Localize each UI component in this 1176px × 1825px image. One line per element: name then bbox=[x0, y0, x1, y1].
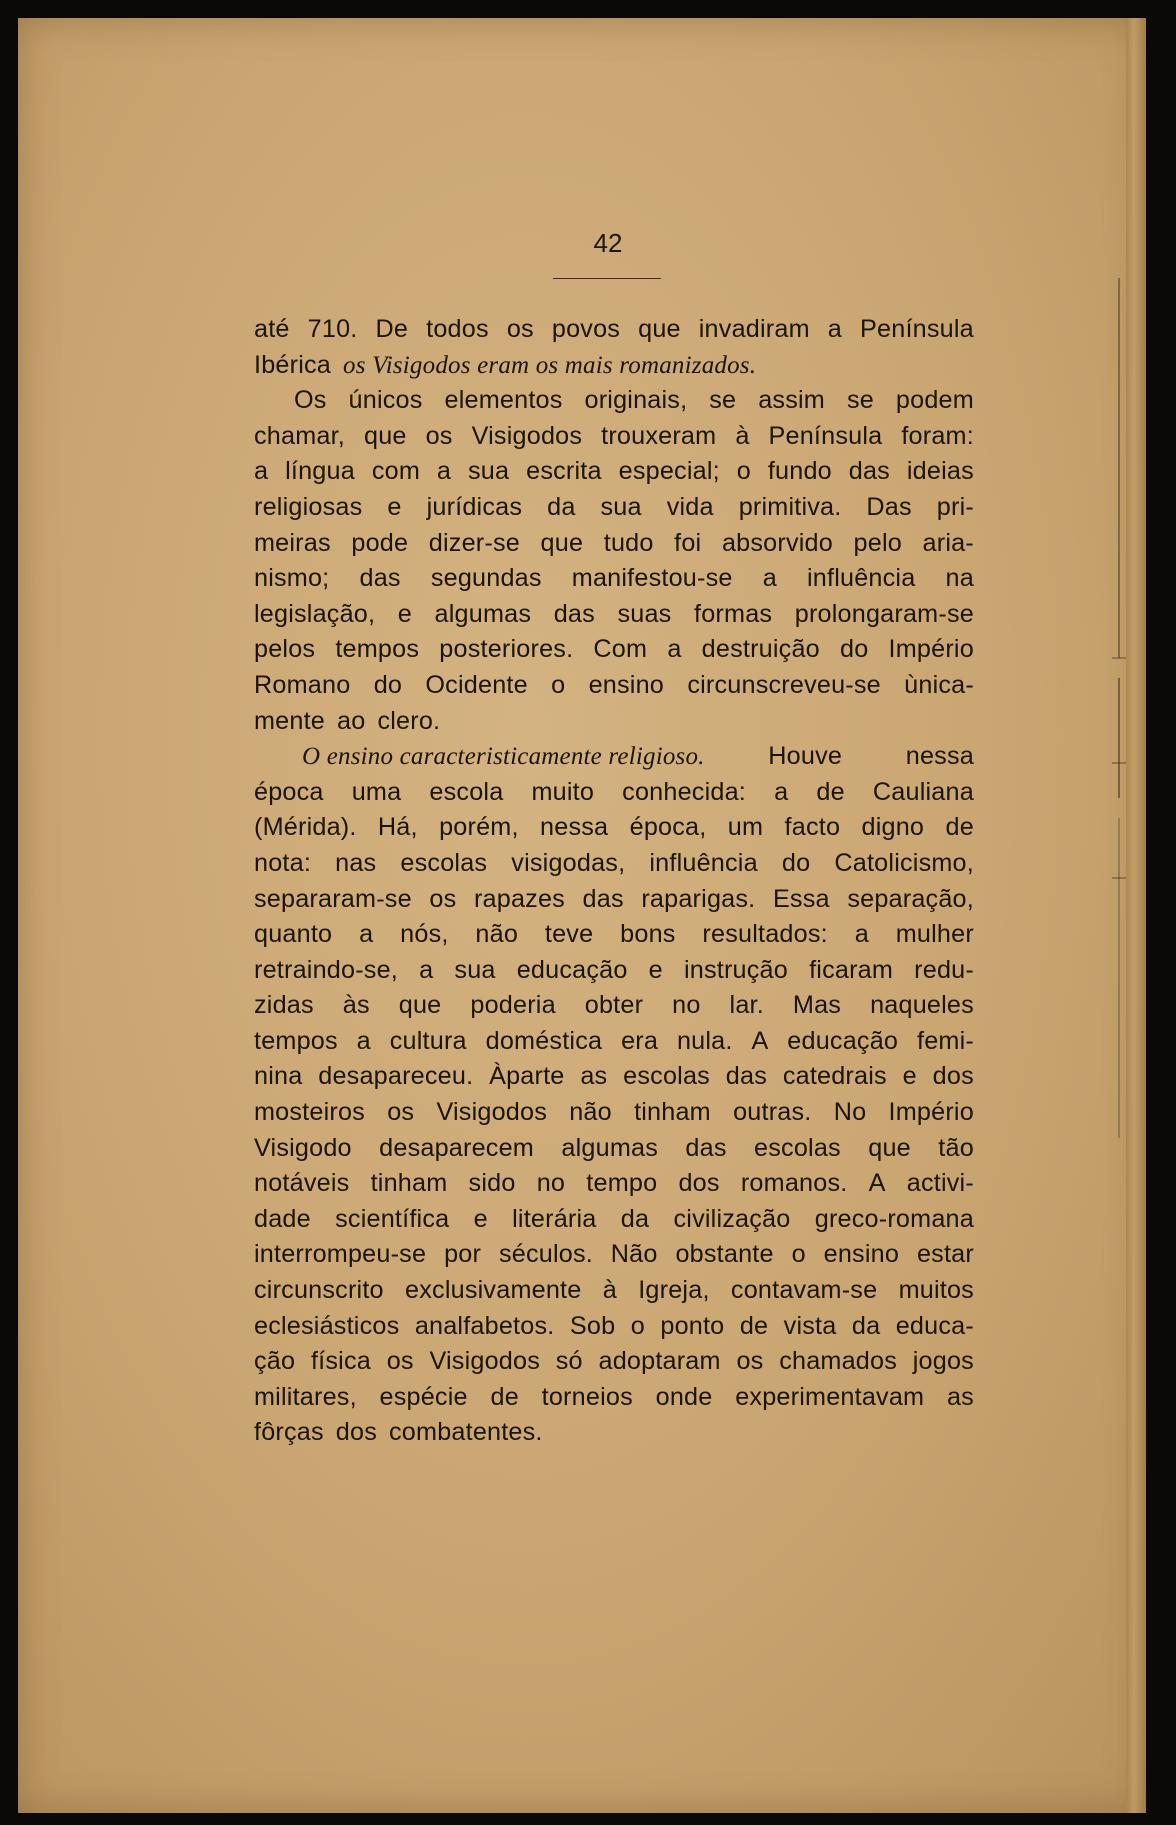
word: Ibérica bbox=[254, 350, 331, 379]
book-page bbox=[18, 18, 1146, 1813]
word: das bbox=[359, 564, 401, 593]
word: romanos. bbox=[740, 1169, 848, 1198]
word: das bbox=[582, 884, 624, 913]
word: e bbox=[397, 599, 412, 628]
word: estar bbox=[916, 1240, 974, 1269]
italic-phrase: O ensino caracteristicamente religioso. bbox=[302, 743, 705, 771]
word: Península bbox=[768, 421, 883, 450]
word: pri- bbox=[936, 492, 974, 521]
word: todos bbox=[426, 315, 489, 343]
word: Houve bbox=[768, 742, 843, 771]
word: nessa bbox=[540, 813, 609, 842]
word: circunscrito bbox=[254, 1276, 384, 1305]
word: porém, bbox=[439, 813, 519, 842]
word: de bbox=[739, 1311, 769, 1340]
word: desapareceu. bbox=[318, 1062, 474, 1091]
word: analfabetos. bbox=[414, 1311, 555, 1340]
word: obter bbox=[584, 991, 644, 1020]
text-line bbox=[254, 846, 974, 882]
word: Não bbox=[610, 1240, 658, 1269]
word: conhecida: bbox=[622, 777, 747, 806]
word: do bbox=[781, 848, 811, 877]
word: pelo bbox=[853, 528, 902, 557]
word: algumas bbox=[434, 599, 532, 628]
word: até bbox=[254, 315, 290, 343]
word: muito bbox=[531, 777, 595, 806]
word: separaram-se bbox=[254, 884, 412, 913]
word: se bbox=[846, 386, 874, 415]
word: dade bbox=[254, 1204, 311, 1233]
word: tinham bbox=[370, 1169, 448, 1198]
word: sua bbox=[468, 457, 510, 486]
word: visigodas, bbox=[511, 848, 626, 877]
word: posteriores. bbox=[439, 635, 574, 664]
word: ensino bbox=[588, 670, 665, 699]
word: podem bbox=[895, 386, 974, 415]
text-line bbox=[254, 1273, 974, 1309]
word: Sob bbox=[569, 1311, 616, 1340]
word: séculos. bbox=[498, 1240, 593, 1269]
word: poderia bbox=[470, 991, 556, 1020]
word: raparigas. bbox=[641, 884, 756, 913]
text-line bbox=[254, 1415, 974, 1451]
text-line bbox=[254, 348, 974, 384]
word: nessa bbox=[905, 742, 974, 771]
word: no bbox=[672, 991, 701, 1020]
word: época, bbox=[629, 813, 707, 842]
text-line bbox=[254, 810, 974, 846]
word: vida bbox=[666, 492, 714, 521]
word: se bbox=[709, 386, 737, 415]
word: dos bbox=[932, 1062, 974, 1091]
word: foi bbox=[674, 528, 702, 557]
word: o bbox=[630, 1311, 645, 1340]
word: os bbox=[736, 1347, 764, 1376]
word: retraindo-se, bbox=[254, 955, 398, 984]
word: contavam-se bbox=[730, 1276, 878, 1305]
word: prolongaram-se bbox=[794, 599, 974, 628]
word: destruição bbox=[701, 635, 820, 664]
word: ficaram bbox=[809, 955, 894, 984]
word: na bbox=[945, 564, 974, 593]
word: quanto bbox=[254, 920, 333, 949]
word: originais, bbox=[584, 386, 688, 415]
word: os bbox=[506, 315, 534, 343]
word: e bbox=[648, 955, 663, 984]
word: com bbox=[371, 457, 421, 486]
word: Há, bbox=[377, 813, 418, 842]
word: Península bbox=[860, 315, 974, 343]
page-number: 42 bbox=[593, 228, 623, 258]
word: dos bbox=[678, 1169, 720, 1198]
word: 710. bbox=[307, 315, 358, 343]
word: tempos bbox=[335, 635, 420, 664]
word: ao bbox=[337, 706, 366, 735]
word: nas bbox=[335, 848, 377, 877]
word: A bbox=[751, 1026, 769, 1055]
word: adoptaram bbox=[598, 1347, 721, 1376]
word: ção bbox=[254, 1347, 296, 1376]
word: literária bbox=[512, 1204, 597, 1233]
word: Império bbox=[888, 1098, 974, 1127]
word: bons bbox=[620, 920, 676, 949]
word: do bbox=[840, 635, 869, 664]
text-line bbox=[254, 1202, 974, 1238]
word: do bbox=[373, 670, 403, 699]
word: torneios bbox=[541, 1382, 633, 1411]
word: foram: bbox=[901, 421, 974, 450]
word: das bbox=[685, 1133, 727, 1162]
word: chamar, bbox=[254, 421, 345, 450]
word: especial; bbox=[618, 457, 720, 486]
word: Com bbox=[593, 635, 648, 664]
word: as bbox=[580, 1062, 608, 1091]
word: suas bbox=[617, 599, 672, 628]
word: tão bbox=[938, 1133, 974, 1162]
word: tudo bbox=[603, 528, 654, 557]
word: A bbox=[868, 1169, 886, 1198]
word: experimentavam bbox=[735, 1382, 925, 1411]
word: a bbox=[854, 920, 869, 949]
word: da bbox=[547, 492, 576, 521]
word: o bbox=[551, 670, 566, 699]
word: de bbox=[945, 813, 974, 842]
word: das bbox=[553, 599, 595, 628]
margin-marks bbox=[1112, 38, 1126, 1798]
word: trouxeram bbox=[601, 421, 717, 450]
word: um bbox=[727, 813, 764, 842]
word: naqueles bbox=[870, 991, 974, 1020]
word: (Mérida). bbox=[254, 813, 357, 842]
page-number-rule bbox=[553, 278, 661, 279]
word: a bbox=[254, 457, 269, 486]
word: cultura bbox=[389, 1026, 467, 1055]
text-line bbox=[254, 632, 974, 668]
word: greco-romana bbox=[814, 1204, 974, 1233]
word: eclesiásticos bbox=[254, 1311, 400, 1340]
word: não bbox=[569, 1098, 612, 1127]
word: zidas bbox=[254, 991, 314, 1020]
text-line bbox=[254, 739, 974, 775]
word: religiosas bbox=[254, 492, 363, 521]
text-line bbox=[254, 1344, 974, 1380]
word: nota: bbox=[254, 848, 312, 877]
text-line bbox=[254, 775, 974, 811]
word: a bbox=[356, 1026, 371, 1055]
text-line bbox=[254, 917, 974, 953]
word: facto bbox=[784, 813, 841, 842]
word: redu- bbox=[914, 955, 974, 984]
word: lar. bbox=[729, 991, 764, 1020]
word: uma bbox=[351, 777, 402, 806]
text-line bbox=[254, 953, 974, 989]
word: escolas bbox=[754, 1133, 841, 1162]
text-line bbox=[254, 668, 974, 704]
word: Mas bbox=[792, 991, 842, 1020]
text-line bbox=[254, 1095, 974, 1131]
word: não bbox=[475, 920, 519, 949]
word: exclusivamente bbox=[405, 1276, 582, 1305]
word: a bbox=[762, 564, 777, 593]
word: só bbox=[555, 1347, 583, 1376]
word: e bbox=[473, 1204, 488, 1233]
word: tempos bbox=[254, 1026, 338, 1055]
word: De bbox=[375, 315, 409, 343]
word: época bbox=[254, 777, 324, 806]
text-line bbox=[254, 526, 974, 562]
word: que bbox=[868, 1133, 911, 1162]
word: assim bbox=[758, 386, 825, 415]
word: os bbox=[386, 1347, 414, 1376]
word: sido bbox=[468, 1169, 516, 1198]
word: meiras bbox=[254, 528, 331, 557]
word: de bbox=[490, 1382, 519, 1411]
word: a bbox=[436, 457, 452, 486]
text-line bbox=[254, 1059, 974, 1095]
text-line bbox=[254, 1309, 974, 1345]
word: nós, bbox=[400, 920, 449, 949]
word: às bbox=[342, 991, 370, 1020]
word: influência bbox=[807, 564, 916, 593]
word: educa- bbox=[895, 1311, 974, 1340]
body-text bbox=[254, 312, 974, 1451]
word: Visigodos bbox=[471, 421, 583, 450]
word: jogos bbox=[912, 1347, 974, 1376]
word: militares, bbox=[254, 1382, 357, 1411]
text-line bbox=[254, 561, 974, 597]
word: desaparecem bbox=[379, 1133, 534, 1162]
word: nismo; bbox=[254, 564, 330, 593]
text-line bbox=[254, 1024, 974, 1060]
word: clero. bbox=[377, 706, 441, 735]
word: activi- bbox=[906, 1169, 974, 1198]
word: ùnica- bbox=[904, 670, 974, 699]
text-line bbox=[254, 1380, 974, 1416]
word: Ocidente bbox=[425, 670, 528, 699]
word: chamados bbox=[779, 1347, 897, 1376]
word: separação, bbox=[847, 884, 974, 913]
word: espécie bbox=[379, 1382, 468, 1411]
word: por bbox=[444, 1240, 482, 1269]
word: os bbox=[387, 1098, 415, 1127]
word: Cauliana bbox=[872, 777, 974, 806]
word: dos bbox=[335, 1418, 378, 1447]
page-fold-shadow bbox=[1126, 18, 1146, 1813]
word: onde bbox=[655, 1382, 713, 1411]
word: Àparte bbox=[489, 1062, 565, 1091]
text-line bbox=[254, 454, 974, 490]
word: Igreja, bbox=[638, 1276, 710, 1305]
word: primitiva. bbox=[738, 492, 842, 521]
word: das bbox=[725, 1062, 767, 1091]
text-line bbox=[254, 312, 974, 348]
word: combatentes. bbox=[389, 1418, 543, 1447]
word: escolas bbox=[400, 848, 488, 877]
word: a bbox=[667, 635, 682, 664]
word: que bbox=[363, 421, 407, 450]
word: algumas bbox=[561, 1133, 659, 1162]
text-line bbox=[254, 1166, 974, 1202]
word: notáveis bbox=[254, 1169, 350, 1198]
word: das bbox=[848, 457, 890, 486]
word: doméstica bbox=[485, 1026, 603, 1055]
word: Visigodo bbox=[254, 1133, 352, 1162]
word: os bbox=[429, 884, 457, 913]
word: aria- bbox=[922, 528, 974, 557]
text-line bbox=[254, 1131, 974, 1167]
word: interrompeu-se bbox=[254, 1240, 427, 1269]
word: pode bbox=[351, 528, 409, 557]
word: de bbox=[816, 777, 845, 806]
word: que bbox=[398, 991, 442, 1020]
word: escola bbox=[429, 777, 504, 806]
word: a bbox=[827, 315, 843, 343]
word: Das bbox=[866, 492, 912, 521]
word: o bbox=[791, 1240, 806, 1269]
word: nula. bbox=[676, 1026, 733, 1055]
word: Catolicismo, bbox=[834, 848, 974, 877]
word: e bbox=[387, 492, 402, 521]
word: e bbox=[902, 1062, 917, 1091]
word: mente bbox=[254, 706, 326, 735]
word: dizer-se bbox=[428, 528, 520, 557]
word: sua bbox=[454, 955, 496, 984]
word: Império bbox=[888, 635, 974, 664]
word: tinham bbox=[634, 1098, 711, 1127]
word: mulher bbox=[895, 920, 974, 949]
word: que bbox=[638, 315, 681, 343]
word: a bbox=[359, 920, 374, 949]
word: digno bbox=[861, 813, 925, 842]
word: civilização bbox=[673, 1204, 791, 1233]
word: obstante bbox=[675, 1240, 774, 1269]
word: os bbox=[425, 421, 453, 450]
word: ensino bbox=[823, 1240, 900, 1269]
word: à bbox=[602, 1276, 617, 1305]
word: Visigodos bbox=[429, 1347, 540, 1376]
word: língua bbox=[285, 457, 355, 486]
word: outras. bbox=[733, 1098, 812, 1127]
word: muitos bbox=[898, 1276, 974, 1305]
word: femi- bbox=[917, 1026, 974, 1055]
word: rapazes bbox=[473, 884, 565, 913]
word: influência bbox=[649, 848, 758, 877]
word: Essa bbox=[772, 884, 830, 913]
word: que bbox=[540, 528, 584, 557]
italic-phrase: os Visigodos eram os mais romanizados. bbox=[343, 351, 757, 379]
word: nina bbox=[254, 1062, 303, 1091]
word: a bbox=[774, 777, 789, 806]
word: a bbox=[419, 955, 434, 984]
word: povos bbox=[551, 315, 621, 343]
word: mosteiros bbox=[254, 1098, 365, 1127]
word: manifestou-se bbox=[571, 564, 733, 593]
word: as bbox=[946, 1382, 974, 1411]
word: legislação, bbox=[254, 599, 376, 628]
word: No bbox=[833, 1098, 867, 1127]
word: scientífica bbox=[335, 1204, 450, 1233]
text-line bbox=[254, 419, 974, 455]
word: tempo bbox=[586, 1169, 658, 1198]
word: vista bbox=[783, 1311, 837, 1340]
word: no bbox=[536, 1169, 566, 1198]
word: instrução bbox=[683, 955, 788, 984]
word: sua bbox=[600, 492, 642, 521]
text-line bbox=[254, 597, 974, 633]
word: física bbox=[310, 1347, 371, 1376]
text-line bbox=[254, 988, 974, 1024]
word: da bbox=[851, 1311, 881, 1340]
word: o bbox=[736, 457, 751, 486]
word: elementos bbox=[444, 386, 563, 415]
word: jurídicas bbox=[426, 492, 523, 521]
word: era bbox=[621, 1026, 659, 1055]
word: resultados: bbox=[702, 920, 828, 949]
word: absorvido bbox=[721, 528, 833, 557]
word: segundas bbox=[430, 564, 542, 593]
word: ponto bbox=[660, 1311, 725, 1340]
word: catedrais bbox=[782, 1062, 887, 1091]
word: escrita bbox=[526, 457, 602, 486]
text-line bbox=[254, 882, 974, 918]
text-line bbox=[254, 383, 974, 419]
word: da bbox=[620, 1204, 650, 1233]
word: pelos bbox=[254, 635, 316, 664]
word: Romano bbox=[254, 670, 351, 699]
text-line bbox=[254, 490, 974, 526]
word: únicos bbox=[348, 386, 423, 415]
word: teve bbox=[544, 920, 594, 949]
word: formas bbox=[694, 599, 773, 628]
word: educação bbox=[787, 1026, 899, 1055]
word: invadiram bbox=[698, 315, 810, 343]
text-line bbox=[254, 704, 974, 740]
word: escolas bbox=[623, 1062, 710, 1091]
word: à bbox=[735, 421, 750, 450]
word: Visigodos bbox=[436, 1098, 547, 1127]
word: educação bbox=[516, 955, 628, 984]
word: circunscreveu-se bbox=[687, 670, 881, 699]
word: ideias bbox=[906, 457, 974, 486]
word: fôrças bbox=[254, 1418, 324, 1447]
text-line bbox=[254, 1237, 974, 1273]
word: Os bbox=[294, 386, 327, 415]
word: fundo bbox=[767, 457, 832, 486]
